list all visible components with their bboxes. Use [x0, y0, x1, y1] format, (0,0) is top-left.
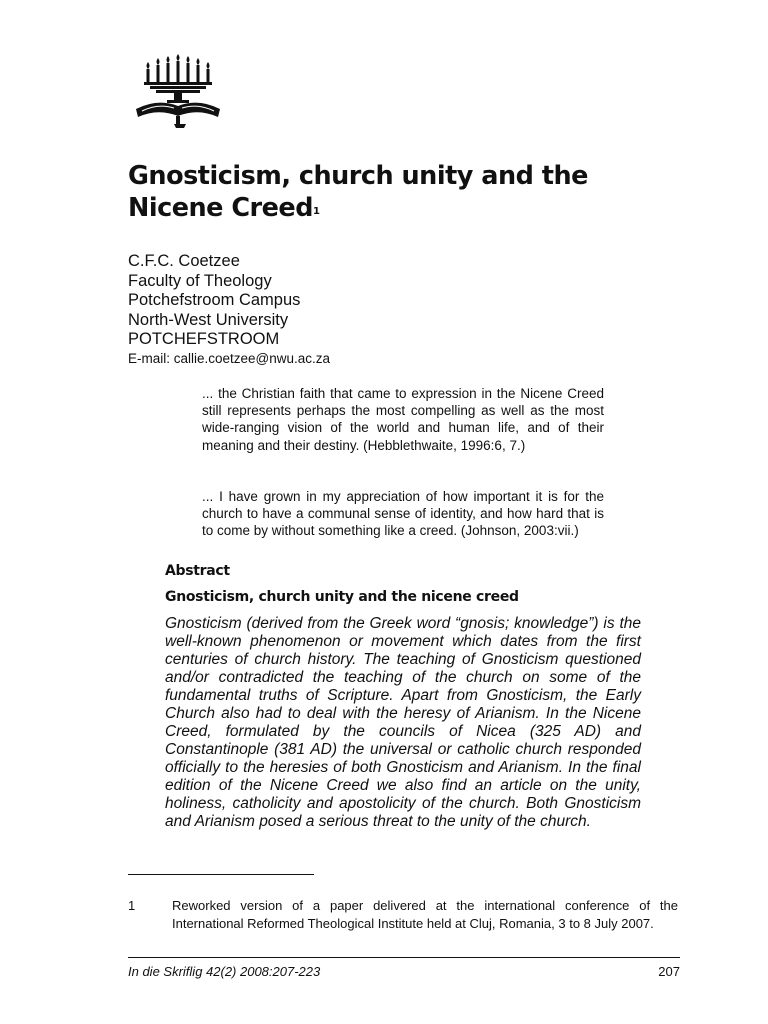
author-campus: Potchefstroom Campus [128, 291, 301, 309]
author-block [128, 252, 330, 368]
footnote-number: 1 [128, 898, 136, 913]
epigraph-hebblethwaite: ... the Christian faith that came to expression in the Nicene Creed still represents perhaps the most compelling as well as the most wide-ranging vision of the world and human life, and of their meaning and their destiny. (Hebblethwaite, 1996:6, 7.) [202, 386, 604, 453]
abstract-body: Gnosticism (derived from the Greek word “gnosis; knowledge”) is the well-known phenomenon or movement which dates from the first centuries of church history. The teaching of Gnosticism questioned and/or contradicted the teaching of the church on some of the fundamental truths of Scripture. Apart from Gnosticism, the Early Church also had to deal with the heresy of Arianism. In the Nicene Creed, formulated by the councils of Nicea (325 AD) and Constantinople (381 AD) the universal or catholic church responded officially to the heresies of both Gnosticism and Arianism. In the final edition of the Nicene Creed we also find an article on the unity, holiness, catholicity and apostolicity of the church. Both Gnosticism and Arianism posed a serious threat to the unity of the church. [165, 615, 641, 830]
footnote-divider [128, 874, 314, 875]
author-faculty: Faculty of Theology [128, 271, 272, 290]
abstract-heading: Abstract [165, 563, 230, 579]
abstract-subheading: Gnosticism, church unity and the nicene creed [165, 589, 519, 605]
author-name: C.F.C. Coetzee [128, 252, 240, 270]
article-title [128, 160, 688, 224]
author-university: North-West University [128, 310, 289, 329]
footnote-text: Reworked version of a paper delivered at the international conference of the International Reformed Theological Institute held at Cluj, Romania, 3 to 8 July 2007. [172, 898, 678, 931]
footer-divider [128, 957, 680, 958]
footnote-marker: 1 [312, 206, 320, 217]
article-title-text: Gnosticism, church unity and the Nicene Creed [128, 161, 588, 223]
epigraph-johnson: ... I have grown in my appreciation of how important it is for the church to have a communal sense of identity, and how hard that is to come by without something like a creed. (Johnson, 2003:vii.) [202, 489, 604, 539]
page-number: 207 [658, 964, 680, 979]
church-candelabra-book-logo [134, 54, 232, 128]
author-city: POTCHEFSTROOM [128, 330, 280, 348]
journal-citation: In die Skriflig 42(2) 2008:207-223 [128, 964, 321, 979]
author-email: E-mail: callie.coetzee@nwu.ac.za [128, 350, 331, 366]
